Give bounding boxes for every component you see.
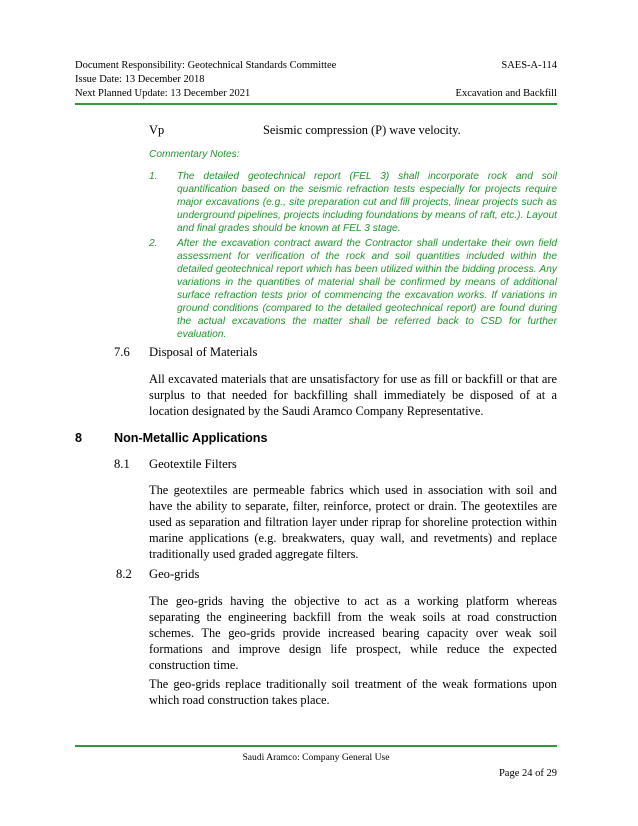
header-line-3 <box>75 87 557 101</box>
commentary-note <box>149 170 557 234</box>
doc-responsibility: Document Responsibility: Geotechnical Standards Committee <box>75 60 337 71</box>
heading-number: 8 <box>75 431 83 445</box>
header-line-2 <box>75 73 557 87</box>
header-section-title: Excavation and Backfill <box>455 88 557 99</box>
footer-classification: Saudi Aramco: Company General Use <box>242 752 390 763</box>
footer-rule <box>75 745 557 747</box>
definition-description: Seismic compression (P) wave velocity. <box>263 123 461 137</box>
section-number: 7.6 <box>114 345 130 359</box>
note-text: The detailed geotechnical report (FEL 3) shall incorporate rock and soil quantification based on the seismic refraction tests especially for projects require major excavations (e.g., site preparation cut and fill projects, linear projects such as underground pipelines, projects including foundations by means of raft, etc.). Layout and final grades should be known at FEL 3 stage. <box>177 171 557 234</box>
doc-id: SAES-A-114 <box>501 60 557 71</box>
section-title: Geotextile Filters <box>149 457 237 471</box>
note-number: 1. <box>149 171 158 182</box>
commentary-title: Commentary Notes: <box>149 149 240 160</box>
issue-date: Issue Date: 13 December 2018 <box>75 74 205 85</box>
next-update: Next Planned Update: 13 December 2021 <box>75 88 251 99</box>
page-number: Page 24 of 29 <box>498 768 557 779</box>
section-title: Geo-grids <box>149 567 200 581</box>
section-number: 8.1 <box>114 457 130 471</box>
commentary-note <box>149 237 557 340</box>
header-rule <box>75 103 557 105</box>
section-paragraph: The geotextiles are permeable fabrics which used in association with soil and have the ability to separate, filter, reinforce, protect or drain. The geotextiles are used as separation and filtration layer under riprap for shoreline protection within marine applications (e.g. breakwaters, quay wall, and revetments) and replace traditionally used graded aggregate filters. <box>149 483 557 561</box>
section-paragraph: All excavated materials that are unsatisfactory for use as fill or backfill or that are surplus to that needed for backfilling shall immediately be disposed of at a location designated by the Saudi Aramco Company Representative. <box>149 372 557 418</box>
section-paragraph: The geo-grids having the objective to act as a working platform whereas separating the engineering backfill from the weak soils at road construction schemes. The geo-grids provide increased bearing capacity over weak soil formations and improve design life prospect, while reduce the expected construction time. <box>149 594 557 672</box>
heading-title: Non-Metallic Applications <box>114 431 268 445</box>
note-text: After the excavation contract award the Contractor shall undertake their own field assessment for verification of the rock and soil quantities included within the detailed geotechnical report which has been utilized within the bidding process. Any variations in the quantities of material shall be confirmed by means of additional surface refraction tests prior of commencing the excavation works. If variations in ground conditions (compared to the detailed geotechnical report) are found during the actual excavations the matter shall be referred back to CSD for further evaluation. <box>177 238 557 340</box>
note-number: 2. <box>149 238 158 249</box>
section-paragraph: The geo-grids replace traditionally soil treatment of the weak formations upon which road construction takes place. <box>149 677 557 707</box>
definition-term: Vp <box>149 123 165 137</box>
header-line-1 <box>75 59 557 73</box>
section-number: 8.2 <box>116 567 132 581</box>
section-title: Disposal of Materials <box>149 345 258 359</box>
